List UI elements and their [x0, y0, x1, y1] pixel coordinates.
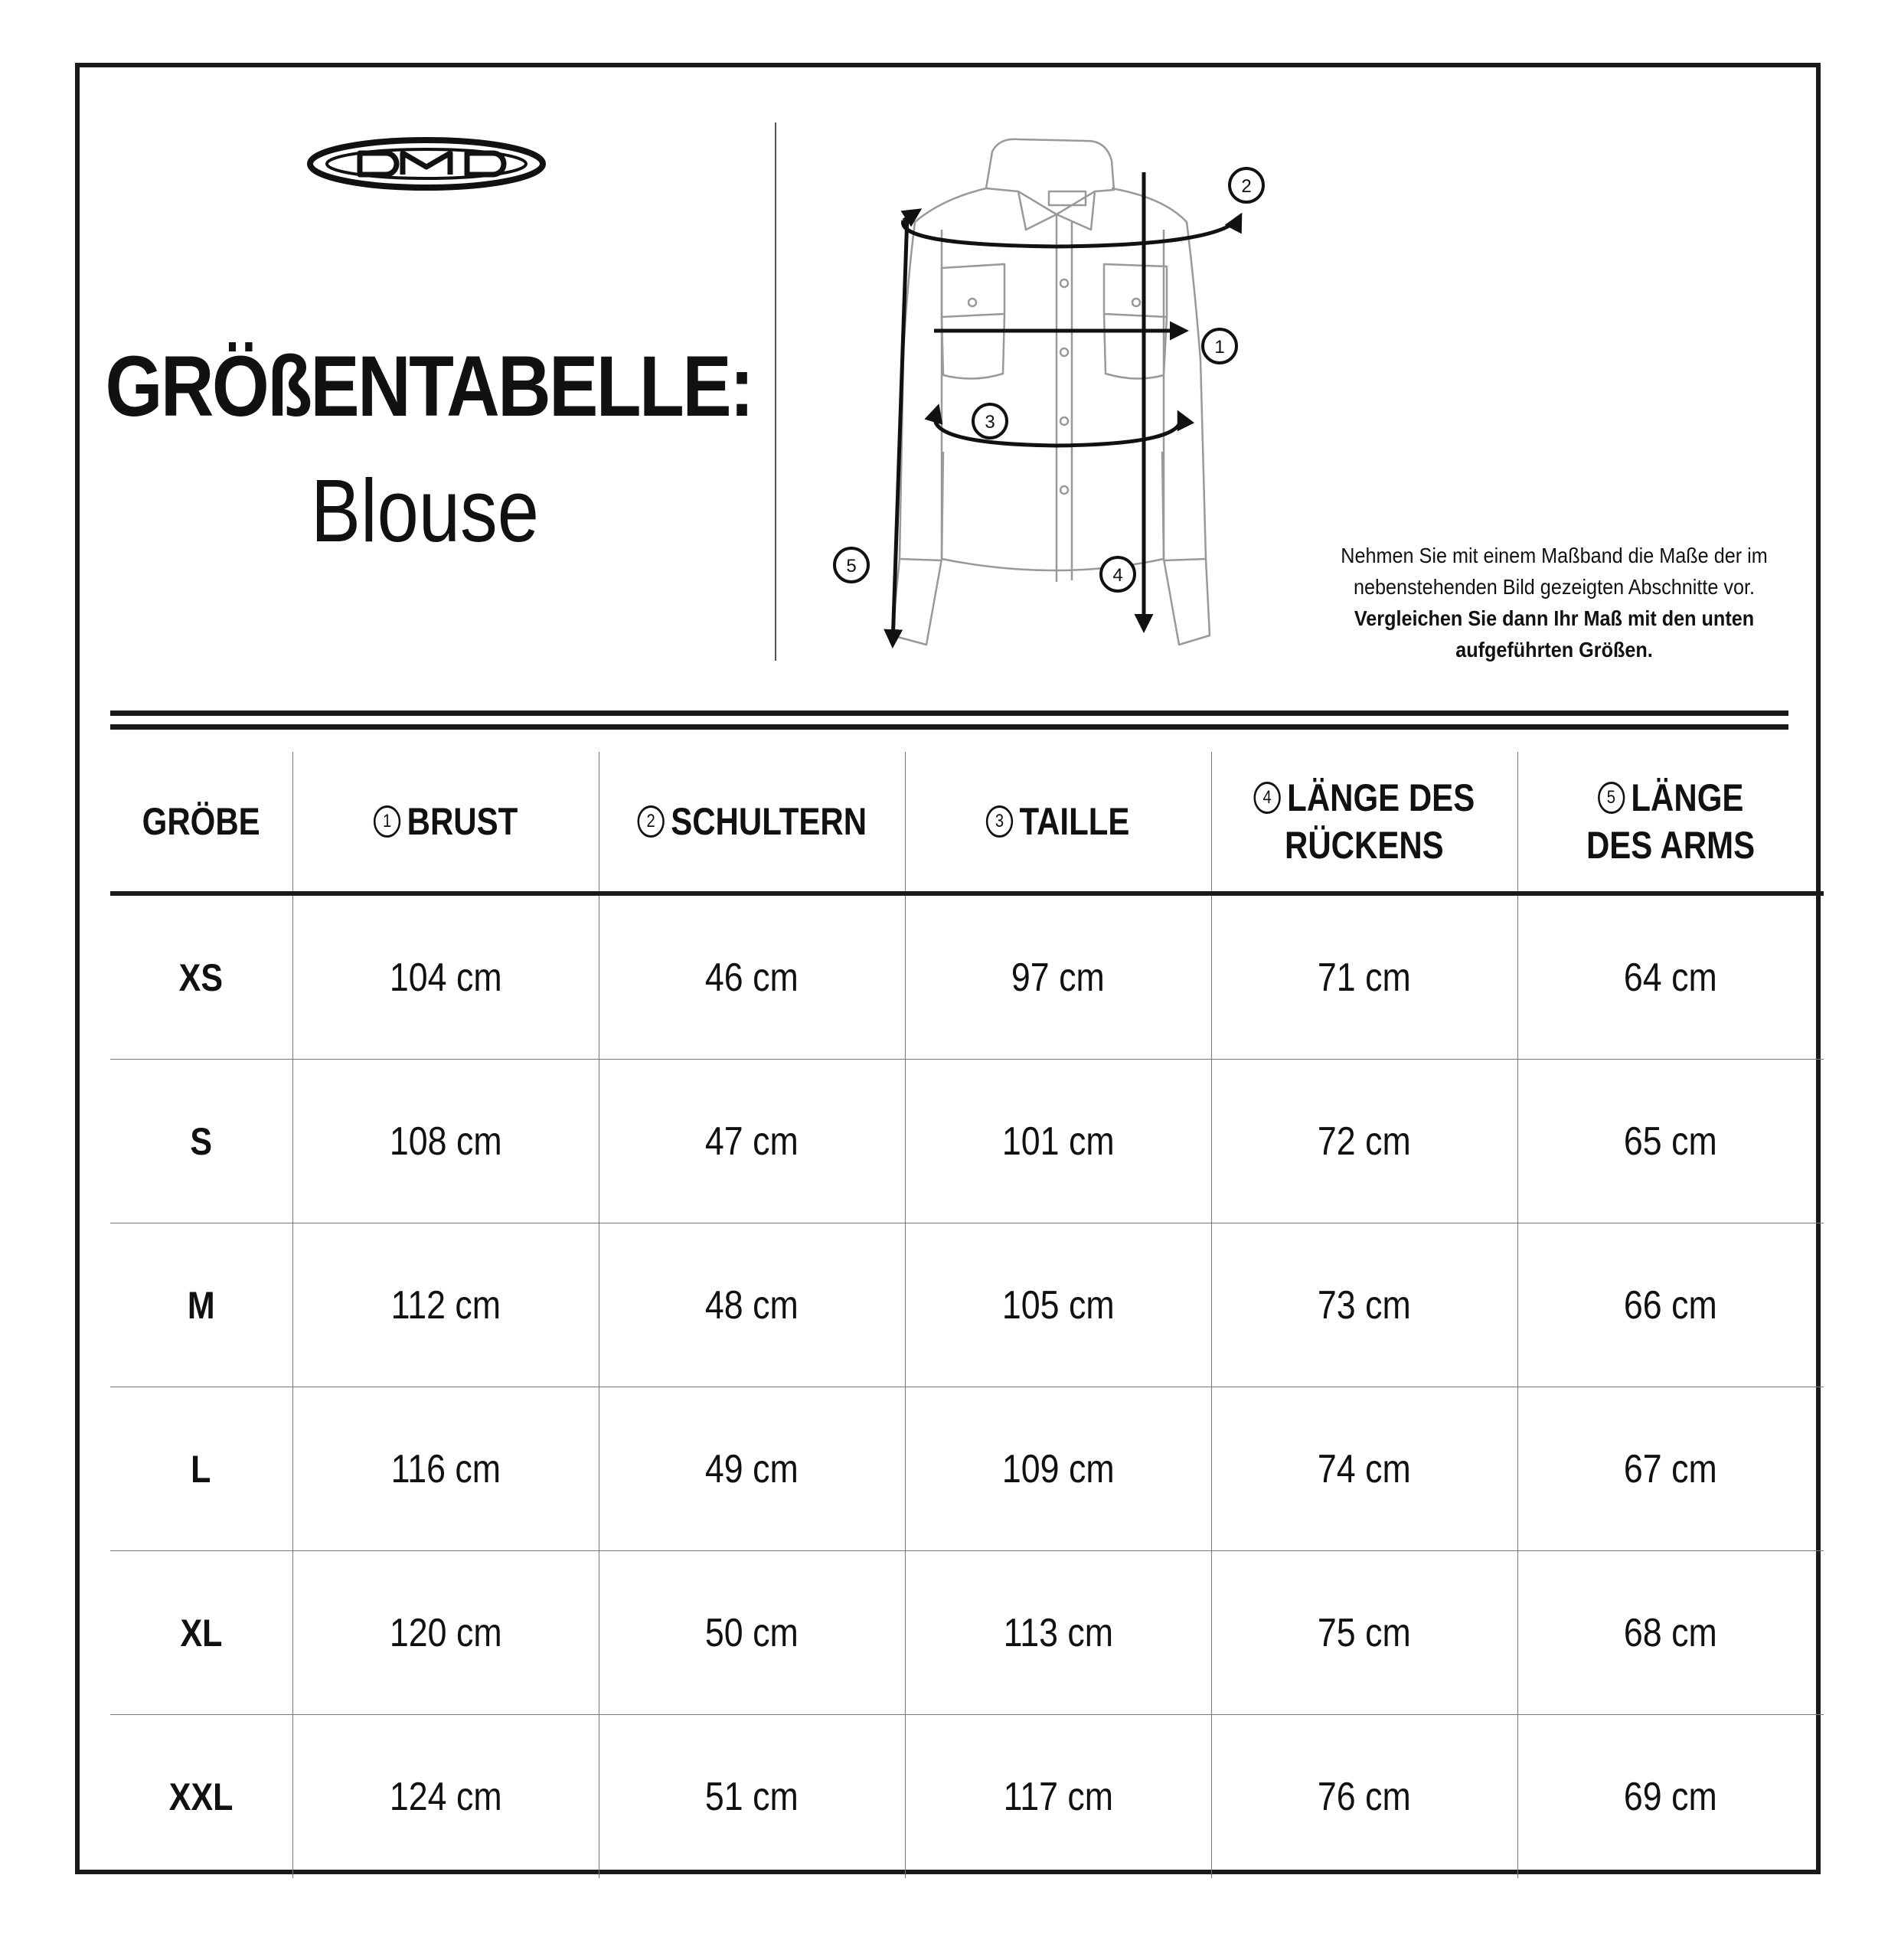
waist-value: 105 cm — [905, 1223, 1211, 1387]
waist-value: 117 cm — [905, 1715, 1211, 1879]
size-label: XS — [110, 893, 292, 1060]
size-label: XL — [110, 1551, 292, 1715]
number-1-icon: 1 — [374, 805, 400, 838]
header-rule-bottom — [110, 724, 1788, 730]
header-divider — [775, 122, 776, 661]
marker-1: 1 — [1214, 337, 1225, 358]
back-length-value: 73 cm — [1211, 1223, 1517, 1387]
shoulders-value: 49 cm — [599, 1387, 905, 1551]
header-size: GRÖBE — [142, 800, 260, 843]
back-length-value: 71 cm — [1211, 893, 1517, 1060]
header-shoulders: 2 SCHULTERN — [599, 752, 905, 893]
header-rule-top — [110, 710, 1788, 716]
table-row — [110, 1551, 1824, 1715]
back-length-value: 72 cm — [1211, 1060, 1517, 1223]
table-row — [110, 1715, 1824, 1879]
shirt-outline — [892, 139, 1210, 645]
back-length-value: 76 cm — [1211, 1715, 1517, 1879]
dmd-logo — [306, 136, 547, 191]
back-length-value: 74 cm — [1211, 1387, 1517, 1551]
diagram-number-markers — [835, 168, 1263, 591]
header-arm-length: 5 LÄNGE DES ARMS — [1517, 752, 1824, 893]
marker-2: 2 — [1241, 176, 1252, 197]
number-4-icon: 4 — [1254, 782, 1281, 814]
table-row — [110, 1387, 1824, 1551]
chest-value: 116 cm — [292, 1387, 599, 1551]
arm-length-value: 66 cm — [1517, 1223, 1824, 1387]
chest-value: 104 cm — [292, 893, 599, 1060]
shoulders-value: 50 cm — [599, 1551, 905, 1715]
back-length-value: 75 cm — [1211, 1551, 1517, 1715]
arm-length-value: 69 cm — [1517, 1715, 1824, 1879]
waist-value: 97 cm — [905, 893, 1211, 1060]
instructions-line-1: Nehmen Sie mit einem Maßband die Maße der im — [1341, 544, 1768, 567]
size-label: XXL — [110, 1715, 292, 1879]
arm-length-value: 64 cm — [1517, 893, 1824, 1060]
instructions-line-3: Vergleichen Sie dann Ihr Maß mit den unten — [1354, 606, 1755, 630]
measuring-instructions — [1334, 540, 1775, 665]
table-header-row — [110, 752, 1824, 893]
arm-length-value: 68 cm — [1517, 1551, 1824, 1715]
chest-value: 112 cm — [292, 1223, 599, 1387]
marker-3: 3 — [985, 412, 995, 433]
shoulders-value: 48 cm — [599, 1223, 905, 1387]
size-label: L — [110, 1387, 292, 1551]
chest-value: 120 cm — [292, 1551, 599, 1715]
shirt-measurement-diagram — [827, 130, 1302, 666]
arm-length-value: 65 cm — [1517, 1060, 1824, 1223]
chest-value: 124 cm — [292, 1715, 599, 1879]
waist-value: 113 cm — [905, 1551, 1211, 1715]
chest-value: 108 cm — [292, 1060, 599, 1223]
size-table — [110, 752, 1824, 1878]
marker-5: 5 — [846, 556, 857, 577]
header-waist: 3 TAILLE — [905, 752, 1211, 893]
page-title: GRÖßENTABELLE: — [105, 338, 753, 434]
arm-length-value: 67 cm — [1517, 1387, 1824, 1551]
shoulders-value: 47 cm — [599, 1060, 905, 1223]
table-row — [110, 1223, 1824, 1387]
waist-value: 109 cm — [905, 1387, 1211, 1551]
size-label: S — [110, 1060, 292, 1223]
marker-4: 4 — [1112, 565, 1123, 586]
instructions-line-4: aufgeführten Größen. — [1455, 638, 1653, 662]
header-back-length: 4 LÄNGE DES RÜCKENS — [1211, 752, 1517, 893]
header-chest: 1 BRUST — [292, 752, 599, 893]
shoulders-value: 51 cm — [599, 1715, 905, 1879]
table-row — [110, 1060, 1824, 1223]
instructions-line-2: nebenstehenden Bild gezeigten Abschnitte vor. — [1354, 575, 1755, 599]
size-label: M — [110, 1223, 292, 1387]
number-5-icon: 5 — [1598, 782, 1625, 814]
number-2-icon: 2 — [637, 805, 664, 838]
number-3-icon: 3 — [986, 805, 1013, 838]
measurement-arrows — [893, 172, 1240, 645]
table-row — [110, 893, 1824, 1060]
waist-value: 101 cm — [905, 1060, 1211, 1223]
product-name: Blouse — [311, 461, 539, 560]
shoulders-value: 46 cm — [599, 893, 905, 1060]
